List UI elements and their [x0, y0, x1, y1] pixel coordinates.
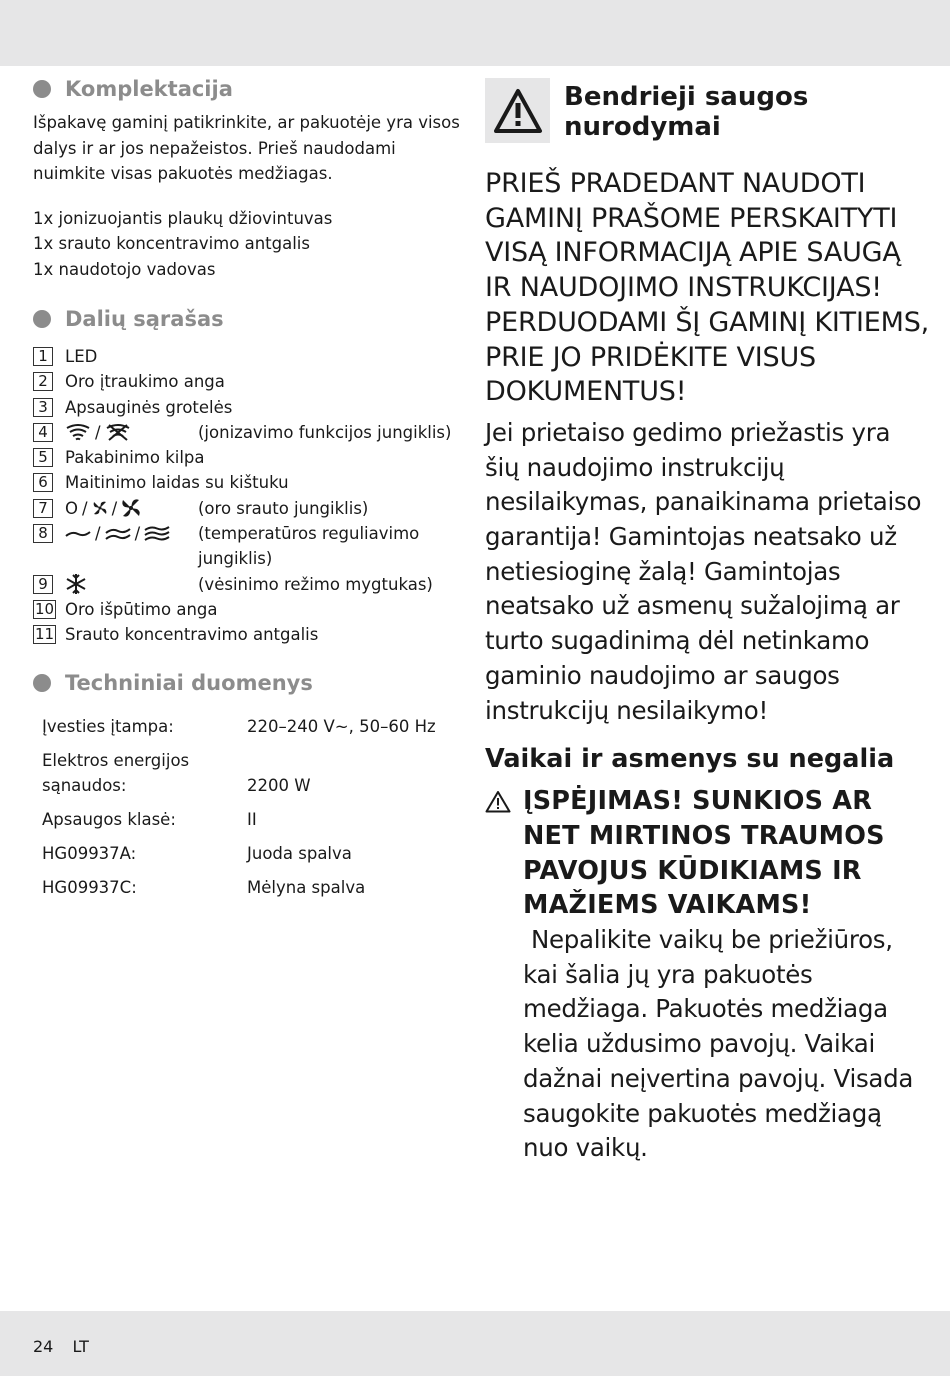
- right-column: [485, 78, 930, 1166]
- contents-heading: Komplektacija: [33, 74, 463, 104]
- children-heading: Vaikai ir asmenys su negalia: [485, 744, 895, 775]
- footer-band: [0, 1311, 950, 1376]
- list-item: 1x srauto koncentravimo antgalis: [33, 234, 310, 253]
- caps-notice: PRIEŠ PRADEDANT NAUDOTI GAMINĮ PRAŠOME PERSKAITYTI VISĄ INFORMACIJĄ APIE SAUGĄ IR NAUDOJIMO INSTRUKCIJAS! PERDUODAMI ŠĮ GAMINĮ KITIEMS, PRIE JO PRIDĖKITE VISUS DOKUMENTUS!: [485, 168, 930, 408]
- part-number: 10: [34, 599, 55, 618]
- part-row-1: [33, 344, 463, 369]
- part-row-6: [33, 470, 463, 495]
- part-label: Maitinimo laidas su kištuku: [65, 473, 289, 493]
- footer: [33, 1337, 103, 1356]
- part-number: 11: [34, 625, 55, 644]
- list-item: 1x jonizuojantis plaukų džiovintuvas: [33, 208, 333, 228]
- tech-heading: Techniniai duomenys: [33, 668, 463, 698]
- part-number: 5: [33, 448, 53, 467]
- language-code: LT: [72, 1337, 89, 1356]
- page-number: 24: [33, 1337, 54, 1356]
- ion-off-icon: [105, 423, 131, 441]
- contents-list: [33, 206, 463, 283]
- part-label: (temperatūros reguliavimo jungiklis): [198, 524, 420, 569]
- table-row: HG09937C: Mėlyna spalva: [42, 877, 366, 897]
- bullet-icon: [33, 310, 51, 328]
- part-row-4: 4 / (jonizavimo funkcijos jungiklis): [33, 420, 463, 445]
- fan-off-label: O: [65, 498, 78, 518]
- part-number: 3: [33, 398, 53, 417]
- tech-table: [33, 714, 436, 900]
- part-label: Apsauginės grotelės: [65, 397, 233, 417]
- temp-low-icon: [65, 527, 91, 541]
- table-row: HG09937A: Juoda spalva: [42, 843, 352, 863]
- part-label: (oro srauto jungiklis): [198, 498, 369, 518]
- part-number: 2: [33, 372, 53, 391]
- contents-intro: Išpakavę gaminį patikrinkite, ar pakuotėje yra visos dalys ir ar jos nepažeistos. Prieš naudodami nuimkite visas pakuotės medžiagas.: [33, 113, 460, 183]
- parts-list: [33, 344, 463, 648]
- temp-high-icon: [144, 526, 170, 542]
- part-row-11: [33, 622, 463, 647]
- part-label: Oro įtraukimo anga: [65, 372, 225, 392]
- part-row-10: [33, 597, 463, 622]
- part-label: Oro išpūtimo anga: [65, 599, 218, 619]
- ion-on-icon: [65, 423, 91, 441]
- part-number: 1: [33, 347, 53, 366]
- warranty-text: Jei prietaiso gedimo priežastis yra šių naudojimo instrukcijų nesilaikymas, panaikinama prietaiso garantija! Gamintojas neatsako už netiesioginę žalą! Gamintojas neatsako už asmenų sužalojimą ar turto sugadinimą dėl netinkamo gaminio naudojimo ar saugos instrukcijų nesilaikymo!: [485, 417, 922, 725]
- part-label: (vėsinimo režimo mygtukas): [198, 574, 433, 594]
- bullet-icon: [33, 674, 51, 692]
- part-number: 9: [33, 575, 53, 594]
- header-band: [0, 0, 950, 66]
- safety-header: [485, 78, 930, 143]
- part-row-9: [33, 572, 463, 597]
- table-row: Apsaugos klasė: II: [42, 809, 257, 829]
- warning-body: Nepalikite vaikų be priežiūros, kai šalia jų yra pakuotės medžiaga. Pakuotės medžiaga kelia uždusimo pavojų. Vaikai dažnai neįvertina pavojų. Visada saugokite pakuotės medžiagą nuo vaikų.: [523, 925, 914, 1163]
- left-column: [33, 74, 463, 900]
- list-item: 1x naudotojo vadovas: [33, 259, 216, 279]
- table-row: Įvesties įtampa: 220–240 V∼, 50–60 Hz: [42, 716, 436, 736]
- part-row-5: [33, 445, 463, 470]
- part-label: LED: [65, 347, 98, 366]
- children-warning: [485, 784, 930, 1166]
- part-row-2: [33, 369, 463, 394]
- part-row-7: 7 O / / (oro srauto jungiklis): [33, 496, 463, 521]
- safety-title: Bendrieji saugos nurodymai: [564, 82, 809, 142]
- part-row-3: [33, 395, 463, 420]
- part-label: Srauto koncentravimo antgalis: [65, 625, 319, 645]
- table-row: Elektros energijos sąnaudos: 2200 W: [42, 750, 311, 795]
- part-number: 8: [33, 524, 53, 543]
- parts-heading: Dalių sąrašas: [33, 304, 463, 334]
- temp-mid-icon: [105, 527, 131, 541]
- part-label: Pakabinimo kilpa: [65, 448, 205, 468]
- part-label: (jonizavimo funkcijos jungiklis): [198, 422, 452, 442]
- warning-caps: ĮSPĖJIMAS! SUNKIOS AR NET MIRTINOS TRAUMOS PAVOJUS KŪDIKIAMS IR MAŽIEMS VAIKAMS!: [523, 786, 885, 921]
- fan-high-icon: [121, 499, 141, 517]
- fan-low-icon: [92, 500, 108, 516]
- snowflake-icon: [65, 573, 87, 595]
- part-number: 7: [33, 499, 53, 518]
- part-number: 4: [33, 423, 53, 442]
- warning-small-icon: [485, 784, 523, 1166]
- warning-triangle-icon: [485, 78, 550, 143]
- part-row-8: 8 / / (temperatūros reguliavimo jungiklis): [33, 521, 463, 572]
- bullet-icon: [33, 80, 51, 98]
- part-number: 6: [33, 473, 53, 492]
